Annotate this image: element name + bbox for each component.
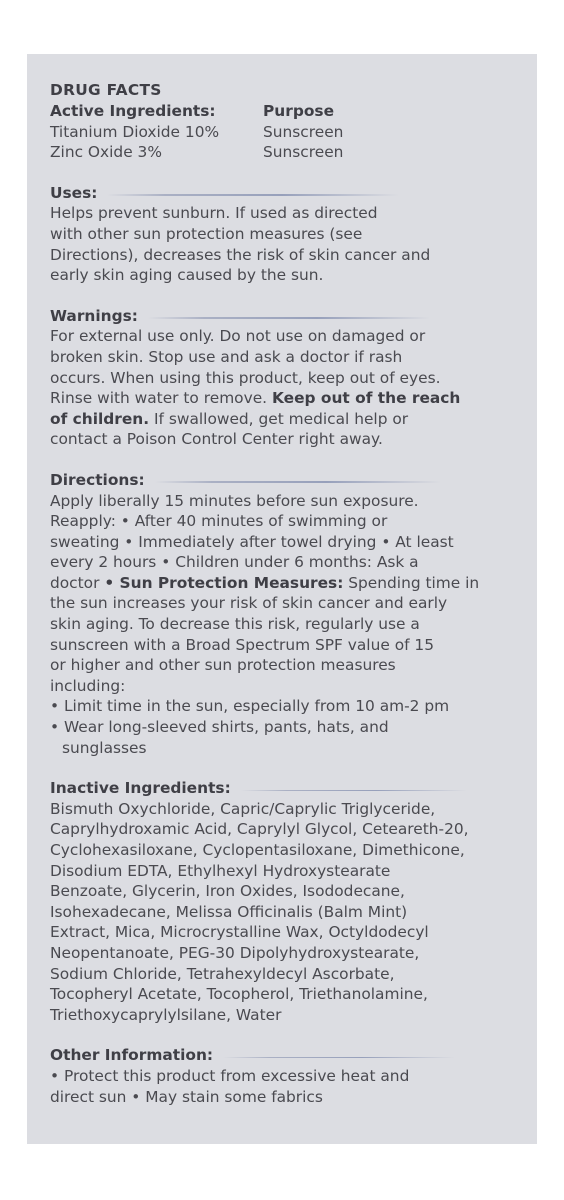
section-divider (148, 317, 430, 319)
warnings-line (50, 388, 530, 409)
directions-bullet-continuation: sunglasses (62, 738, 147, 757)
directions-line: Reapply: • After 40 minutes of swimming or (50, 512, 388, 531)
directions-line: every 2 hours • Children under 6 months: Ask a (50, 553, 419, 572)
directions-line: the sun increases your risk of skin cancer and early (50, 594, 448, 613)
inactive-ingredients-line: Extract, Mica, Microcrystalline Wax, Octyldodecyl (50, 923, 429, 942)
directions-line: or higher and other sun protection measures (50, 656, 396, 675)
inactive-ingredients-line: Bismuth Oxychloride, Capric/Caprylic Triglyceride, (50, 799, 436, 818)
other-information-line: direct sun • May stain some fabrics (50, 1087, 323, 1106)
warnings-line: contact a Poison Control Center right away. (50, 430, 383, 449)
warnings-section (50, 306, 530, 450)
uses-section (50, 183, 530, 286)
inactive-ingredients-line: Disodium EDTA, Ethylhexyl Hydroxystearate (50, 861, 391, 880)
uses-line: with other sun protection measures (see (50, 224, 363, 243)
warnings-line (50, 409, 530, 430)
inactive-ingredients-heading: Inactive Ingredients: (50, 779, 231, 798)
drug-facts-title: DRUG FACTS (50, 81, 162, 99)
inactive-ingredients-line: Isohexadecane, Melissa Officinalis (Balm Mint) (50, 902, 408, 921)
ingredient-name: Zinc Oxide 3% (50, 143, 162, 162)
other-information-line: • Protect this product from excessive heat and (50, 1066, 410, 1085)
purpose-heading: Purpose (263, 102, 335, 120)
inactive-ingredients-line: Tocopheryl Acetate, Tocopherol, Triethanolamine, (50, 985, 428, 1004)
inactive-ingredients-line: Neopentanoate, PEG-30 Dipolyhydroxystearate, (50, 943, 420, 962)
inactive-ingredients-line: Sodium Chloride, Tetrahexyldecyl Ascorbate, (50, 964, 395, 983)
directions-line: Apply liberally 15 minutes before sun exposure. (50, 491, 419, 510)
warnings-heading: Warnings: (50, 306, 138, 325)
section-divider (155, 481, 441, 483)
directions-bullet: • Wear long-sleeved shirts, pants, hats, and (50, 718, 389, 737)
active-ingredients-heading: Active Ingredients: (50, 102, 216, 120)
directions-line: sunscreen with a Broad Spectrum SPF value of 15 (50, 635, 435, 654)
warnings-line: broken skin. Stop use and ask a doctor if rash (50, 347, 403, 366)
inactive-ingredients-line: Caprylhydroxamic Acid, Caprylyl Glycol, Ceteareth-20, (50, 820, 469, 839)
ingredient-row (50, 142, 530, 163)
sun-protection-measures-heading: • Sun Protection Measures: (104, 573, 344, 592)
directions-heading: Directions: (50, 470, 145, 489)
directions-line: skin aging. To decrease this risk, regularly use a (50, 615, 420, 634)
uses-heading: Uses: (50, 183, 98, 202)
inactive-ingredients-line: Cyclohexasiloxane, Cyclopentasiloxane, Dimethicone, (50, 841, 465, 859)
directions-text: Spending time in (343, 573, 480, 592)
other-information-heading: Other Information: (50, 1046, 214, 1065)
directions-line: including: (50, 676, 126, 695)
uses-line: early skin aging caused by the sun. (50, 266, 324, 285)
ingredient-purpose: Sunscreen (263, 143, 344, 162)
inactive-ingredients-line: Benzoate, Glycerin, Iron Oxides, Isododecane, (50, 882, 405, 901)
section-divider (223, 1057, 455, 1059)
keep-out-of-reach-text: Keep out of the reach (271, 389, 461, 408)
ingredient-purpose: Sunscreen (263, 122, 344, 141)
section-divider (107, 194, 399, 196)
other-information-section (50, 1045, 530, 1107)
directions-line: sweating • Immediately after towel drying • At least (50, 532, 454, 551)
inactive-ingredients-section (50, 778, 530, 1025)
warnings-line: For external use only. Do not use on damaged or (50, 327, 426, 346)
ingredient-name: Titanium Dioxide 10% (50, 122, 220, 141)
drug-facts-panel (27, 54, 537, 1144)
directions-text: doctor (50, 573, 105, 592)
warnings-line: occurs. When using this product, keep out of eyes. (50, 368, 441, 387)
warnings-text: Rinse with water to remove. (50, 389, 272, 408)
active-ingredients-header-row (50, 101, 530, 122)
uses-line: Directions), decreases the risk of skin cancer and (50, 245, 431, 264)
section-divider (241, 790, 467, 792)
drug-facts-content (50, 80, 530, 1107)
inactive-ingredients-line: Triethoxycaprylylsilane, Water (50, 1005, 282, 1024)
warnings-text: If swallowed, get medical help or (149, 409, 409, 428)
keep-out-of-reach-text: of children. (50, 409, 150, 428)
directions-bullet: • Limit time in the sun, especially from 10 am-2 pm (50, 697, 450, 716)
ingredient-row (50, 122, 530, 143)
uses-line: Helps prevent sunburn. If used as directed (50, 204, 378, 223)
directions-line (50, 573, 530, 594)
directions-section (50, 470, 530, 758)
